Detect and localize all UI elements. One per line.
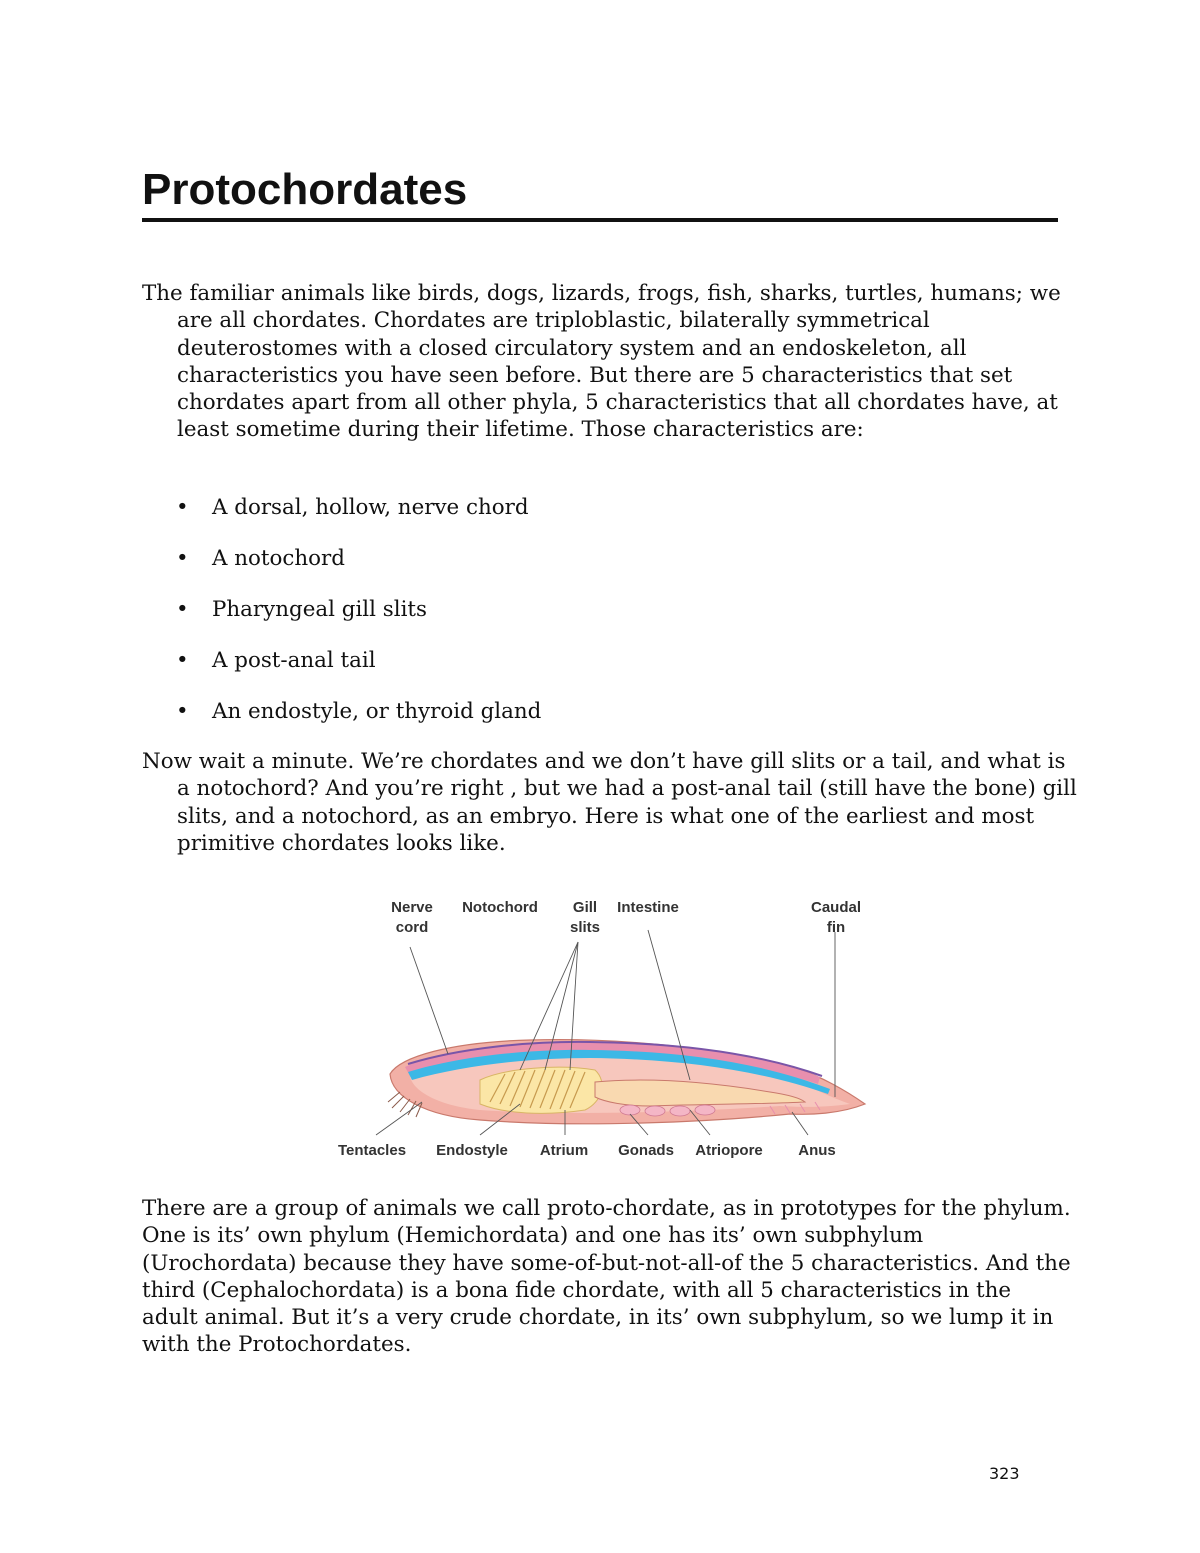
label-intestine: Intestine <box>617 899 679 916</box>
label-gill-slits: Gill <box>572 899 598 916</box>
third-paragraph: There are a group of animals we call proto-chordate, as in prototypes for the phylum. One is its’ own phylum (Hemichordata) and one has its’ own subphylum (Urochordata) because they have some-of-but-not-all-of the 5 characteristics. And the third (Cephalochordata) is a bona fide chordate, with all 5 characteristics in the adult animal. But it’s a very crude chordate, in its’ own subphylum, so we lump it in with the Protochordates. <box>142 1196 1071 1358</box>
label-anus: Anus <box>798 1142 836 1159</box>
bullet-icon: • <box>176 648 189 673</box>
characteristics-list <box>142 494 541 749</box>
label-caudal-fin: fin <box>826 919 846 936</box>
label-endostyle: Endostyle <box>436 1142 508 1159</box>
lancelet-illustration <box>330 892 875 1162</box>
list-item: • A notochord <box>176 546 345 571</box>
label-notochord: Notochord <box>462 899 538 916</box>
page-title: Protochordates <box>142 165 468 214</box>
label-caudal-fin: Caudal <box>810 899 862 916</box>
title-rule <box>142 218 1058 222</box>
page-number: 323 <box>989 1464 1020 1483</box>
list-item: • A dorsal, hollow, nerve chord <box>176 495 529 520</box>
label-nerve-cord: Nerve <box>391 899 433 916</box>
intro-paragraph: The familiar animals like birds, dogs, lizards, frogs, fish, sharks, turtles, humans; we are all chordates. Chordates are triploblastic, bilaterally symmetrical deuterostomes with a closed circulatory system and an endoskeleton, all characteristics you have seen before. But there are 5 characteristics that set chordates apart from all other phyla, 5 characteristics that all chordates have, at least sometime during their lifetime. Those characteristics are: <box>142 281 1061 443</box>
bullet-icon: • <box>176 597 189 622</box>
list-item: • A post-anal tail <box>176 648 376 673</box>
label-tentacles: Tentacles <box>337 1142 407 1159</box>
second-paragraph: Now wait a minute. We’re chordates and we don’t have gill slits or a tail, and what is a notochord? And you’re right , but we had a post-anal tail (still have the bone) gill slits, and a notochord, as an embryo. Here is what one of the earliest and most primitive chordates looks like. <box>142 749 1077 856</box>
label-gonads: Gonads <box>618 1142 674 1159</box>
label-gill-slits: slits <box>569 919 601 936</box>
list-item: • An endostyle, or thyroid gland <box>176 699 542 724</box>
bullet-icon: • <box>176 495 189 520</box>
bullet-icon: • <box>176 699 189 724</box>
lancelet-diagram <box>330 892 875 1162</box>
label-atrium: Atrium <box>539 1142 589 1159</box>
bullet-icon: • <box>176 546 189 571</box>
list-item: • Pharyngeal gill slits <box>176 597 428 622</box>
label-nerve-cord: cord <box>395 919 429 936</box>
label-atriopore: Atriopore <box>695 1142 763 1159</box>
